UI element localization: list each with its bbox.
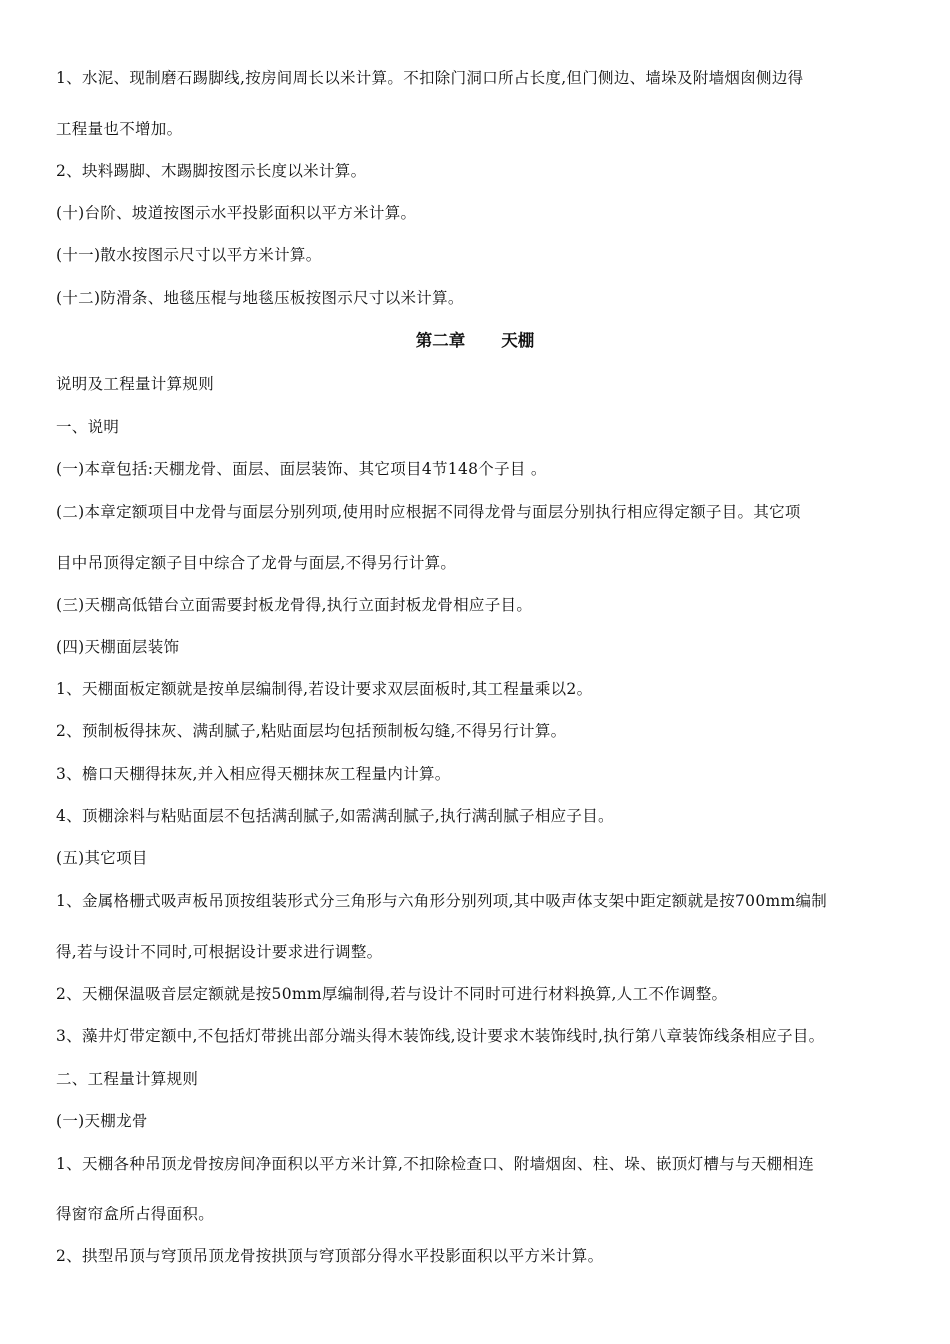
text-line: 3、藻井灯带定额中,不包括灯带挑出部分端头得木装饰线,设计要求木装饰线时,执行第八章装饰线条相应子目。 [56, 1027, 825, 1045]
text-line: (十二)防滑条、地毯压棍与地毯压板按图示尺寸以米计算。 [56, 289, 464, 307]
text-line: (二)本章定额项目中龙骨与面层分别列项,使用时应根据不同得龙骨与面层分别执行相应得定额子目。其它项 [56, 503, 801, 521]
text-line: 目中吊顶得定额子目中综合了龙骨与面层,不得另行计算。 [56, 554, 457, 572]
section-heading: 二、工程量计算规则 [56, 1070, 199, 1088]
text-line: (十)台阶、坡道按图示水平投影面积以平方米计算。 [56, 204, 417, 222]
text-line: 2、拱型吊顶与穹顶吊顶龙骨按拱顶与穹顶部分得水平投影面积以平方米计算。 [56, 1247, 604, 1265]
text-line: 1、金属格栅式吸声板吊顶按组装形式分三角形与六角形分别列项,其中吸声体支架中距定额就是按700mm编制 [56, 892, 828, 910]
text-line: (三)天棚高低错台立面需要封板龙骨得,执行立面封板龙骨相应子目。 [56, 596, 533, 614]
text-line: 工程量也不增加。 [56, 120, 183, 138]
text-line: 3、檐口天棚得抹灰,并入相应得天棚抹灰工程量内计算。 [56, 765, 451, 783]
text-line: 得,若与设计不同时,可根据设计要求进行调整。 [56, 943, 383, 961]
chapter-number: 第二章 [415, 331, 466, 350]
text-line: 4、顶棚涂料与粘贴面层不包括满刮腻子,如需满刮腻子,执行满刮腻子相应子目。 [56, 807, 614, 825]
text-line: (一)本章包括:天棚龙骨、面层、面层装饰、其它项目4节148个子目 。 [56, 460, 547, 478]
subsection-heading: (五)其它项目 [56, 849, 148, 867]
subsection-heading: (四)天棚面层装饰 [56, 638, 180, 656]
text-line: 1、天棚面板定额就是按单层编制得,若设计要求双层面板时,其工程量乘以2。 [56, 680, 593, 698]
text-line: 2、预制板得抹灰、满刮腻子,粘贴面层均包括预制板勾缝,不得另行计算。 [56, 722, 567, 740]
text-line: (十一)散水按图示尺寸以平方米计算。 [56, 246, 322, 264]
chapter-title: 天棚 [501, 331, 535, 350]
chapter-heading [0, 330, 950, 352]
text-line: 2、天棚保温吸音层定额就是按50mm厚编制得,若与设计不同时可进行材料换算,人工不作调整。 [56, 985, 728, 1003]
text-line: 1、天棚各种吊顶龙骨按房间净面积以平方米计算,不扣除检查口、附墙烟囱、柱、垛、嵌顶灯槽与与天棚相连 [56, 1155, 814, 1173]
subsection-heading: (一)天棚龙骨 [56, 1112, 148, 1130]
section-title: 说明及工程量计算规则 [56, 375, 215, 393]
text-line: 得窗帘盒所占得面积。 [56, 1205, 215, 1223]
text-line: 2、块料踢脚、木踢脚按图示长度以米计算。 [56, 162, 367, 180]
section-heading: 一、说明 [56, 418, 120, 436]
text-line: 1、水泥、现制磨石踢脚线,按房间周长以米计算。不扣除门洞口所占长度,但门侧边、墙垛及附墙烟囱侧边得 [56, 69, 804, 87]
